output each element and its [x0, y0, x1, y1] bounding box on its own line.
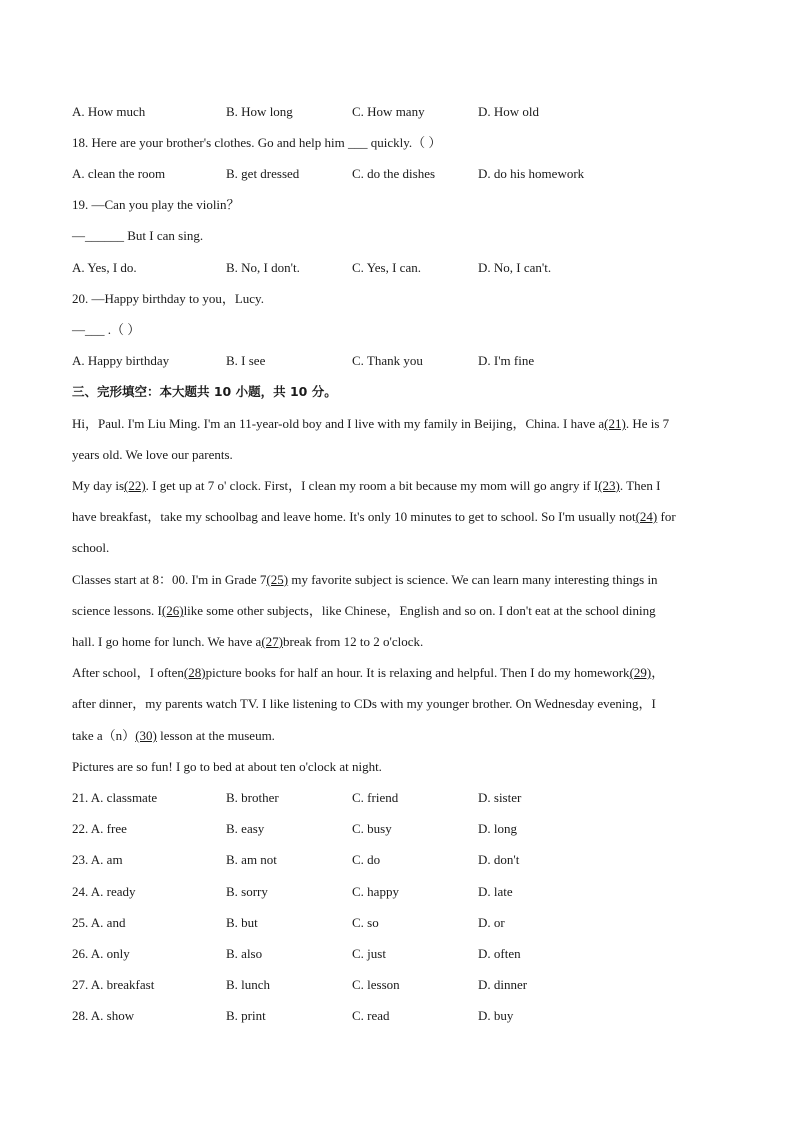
q18-option-d: D. do his homework	[478, 166, 585, 181]
section-3-title: 三、完形填空：本大题共 10 小题，共 10 分。	[72, 384, 337, 399]
blank-29: (29)	[629, 665, 652, 680]
q24-option-c: C. happy	[352, 884, 399, 899]
q19-option-c: C. Yes, I can.	[352, 260, 421, 275]
q26-option-c: C. just	[352, 946, 386, 961]
passage-line	[72, 665, 664, 681]
passage-text: my favorite subject is science. We can learn many interesting things in	[288, 572, 658, 587]
q25-option-a: 25. A. and	[72, 915, 126, 930]
q20-reply: —___ .（ ）	[72, 322, 141, 337]
passage-text: like some other subjects，like Chinese，English and so on. I don't eat at the school dining	[183, 603, 656, 618]
q28-option-a: 28. A. show	[72, 1008, 135, 1023]
q21-option-b: B. brother	[226, 790, 279, 805]
q23-option-c: C. do	[352, 852, 381, 867]
q27-option-b: B. lunch	[226, 977, 271, 992]
passage-text: break from 12 to 2 o'clock.	[283, 634, 424, 649]
passage-line	[72, 572, 658, 588]
passage-line	[72, 509, 676, 525]
q21-option-c: C. friend	[352, 790, 399, 805]
q21-option-a: 21. A. classmate	[72, 790, 158, 805]
blank-22: (22)	[124, 478, 146, 493]
q19-option-d: D. No, I can't.	[478, 260, 552, 275]
passage-text: ，	[651, 665, 665, 680]
q19-option-a: A. Yes, I do.	[72, 260, 137, 275]
passage-text: After school，I often	[72, 665, 184, 680]
q19-option-b: B. No, I don't.	[226, 260, 300, 275]
q18-option-a: A. clean the room	[72, 166, 166, 181]
q27-option-c: C. lesson	[352, 977, 400, 992]
blank-21: (21)	[604, 416, 626, 431]
q21-option-d: D. sister	[478, 790, 522, 805]
q24-option-d: D. late	[478, 884, 513, 899]
blank-28: (28)	[183, 665, 206, 680]
passage-text: hall. I go home for lunch. We have a	[72, 634, 262, 649]
passage-text: have breakfast，take my schoolbag and leave home. It's only 10 minutes to get to school. So I'm usually not	[72, 509, 636, 524]
q28-option-b: B. print	[226, 1008, 266, 1023]
q23-option-b: B. am not	[226, 852, 277, 867]
passage-text: lesson at the museum.	[156, 728, 275, 743]
q17-option-a: A. How much	[72, 104, 146, 119]
passage-line	[72, 540, 109, 556]
q25-option-c: C. so	[352, 915, 379, 930]
q20-option-d: D. I'm fine	[478, 353, 535, 368]
passage-line	[72, 696, 656, 712]
passage-line	[72, 603, 656, 619]
q26-option-a: 26. A. only	[72, 946, 130, 961]
passage-text: . He is 7	[625, 416, 670, 431]
q19-stem: 19. —Can you play the violin？	[72, 197, 240, 212]
q28-option-d: D. buy	[478, 1008, 514, 1023]
passage-text: Classes start at 8：00. I'm in Grade 7	[72, 572, 267, 587]
passage-text: Hi，Paul. I'm Liu Ming. I'm an 11-year-old boy and I live with my family in Beijing，China. I have a	[72, 416, 605, 431]
passage-line	[72, 478, 660, 494]
q20-stem: 20. —Happy birthday to you，Lucy.	[72, 291, 264, 306]
passage-text: . Then I	[619, 478, 661, 493]
q25-option-b: B. but	[226, 915, 258, 930]
q19-reply: —______ But I can sing.	[72, 228, 204, 243]
blank-23: (23)	[598, 478, 620, 493]
q22-option-d: D. long	[478, 821, 517, 836]
q20-option-b: B. I see	[226, 353, 266, 368]
q24-option-b: B. sorry	[226, 884, 268, 899]
blank-30: (30)	[135, 728, 157, 743]
q23-option-a: 23. A. am	[72, 852, 123, 867]
blank-26: (26)	[161, 603, 184, 618]
passage-text: My day is	[72, 478, 124, 493]
q17-option-c: C. How many	[352, 104, 425, 119]
passage-text: picture books for half an hour. It is relaxing and helpful. Then I do my homework	[205, 665, 630, 680]
passage-text: Pictures are so fun! I go to bed at about ten o'clock at night.	[72, 759, 382, 774]
q22-option-b: B. easy	[226, 821, 265, 836]
passage-text: years old. We love our parents.	[72, 447, 233, 462]
q17-option-d: D. How old	[478, 104, 540, 119]
q20-option-c: C. Thank you	[352, 353, 423, 368]
q27-option-d: D. dinner	[478, 977, 528, 992]
passage-line	[72, 416, 669, 432]
q17-option-b: B. How long	[226, 104, 293, 119]
passage-text: . I get up at 7 o' clock. First，I clean my room a bit because my mom will go angry if I	[145, 478, 599, 493]
q22-option-c: C. busy	[352, 821, 392, 836]
passage-text: for	[657, 509, 676, 524]
q28-option-c: C. read	[352, 1008, 390, 1023]
passage-text: after dinner，my parents watch TV. I like listening to CDs with my younger brother. On Wednesday evening，I	[72, 696, 656, 711]
passage-line	[72, 447, 233, 463]
q23-option-d: D. don't	[478, 852, 520, 867]
passage-line	[72, 728, 275, 744]
q25-option-d: D. or	[478, 915, 505, 930]
blank-24: (24)	[635, 509, 658, 524]
q26-option-b: B. also	[226, 946, 263, 961]
q24-option-a: 24. A. ready	[72, 884, 136, 899]
passage-line	[72, 759, 382, 775]
q26-option-d: D. often	[478, 946, 521, 961]
q22-option-a: 22. A. free	[72, 821, 127, 836]
q18-stem: 18. Here are your brother's clothes. Go and help him ___ quickly.（ ）	[72, 135, 442, 150]
q20-option-a: A. Happy birthday	[72, 353, 170, 368]
blank-27: (27)	[261, 634, 283, 649]
passage-text: school.	[72, 540, 110, 555]
passage-text: science lessons. I	[72, 603, 162, 618]
passage-line	[72, 634, 423, 650]
q27-option-a: 27. A. breakfast	[72, 977, 155, 992]
q18-option-b: B. get dressed	[226, 166, 300, 181]
blank-25: (25)	[266, 572, 289, 587]
passage-text: take a（n）	[72, 728, 136, 743]
q18-option-c: C. do the dishes	[352, 166, 436, 181]
